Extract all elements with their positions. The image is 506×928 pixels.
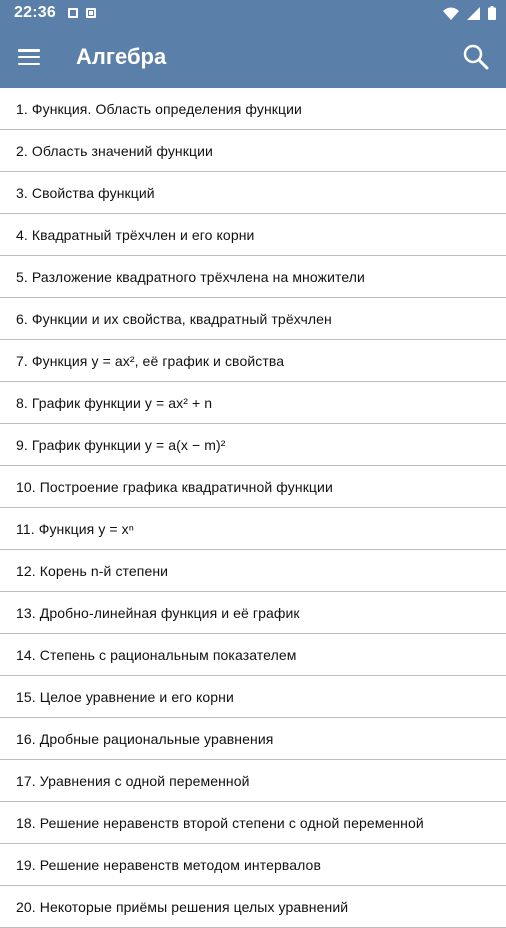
status-time: 22:36 <box>14 4 56 21</box>
list-item[interactable] <box>0 676 506 718</box>
list-item-label: 11. Функция y = xⁿ <box>16 520 134 537</box>
list-item-label: 5. Разложение квадратного трёхчлена на множители <box>16 268 365 285</box>
list-item-label: 8. График функции y = ax² + n <box>16 394 213 411</box>
image-icon <box>68 8 78 18</box>
download-icon <box>86 8 96 18</box>
list-item[interactable] <box>0 130 506 172</box>
list-item[interactable] <box>0 508 506 550</box>
list-item-label: 17. Уравнения с одной переменной <box>16 772 250 789</box>
list-item[interactable] <box>0 256 506 298</box>
wifi-icon <box>443 7 459 20</box>
list-item-label: 16. Дробные рациональные уравнения <box>16 730 274 747</box>
list-item-label: 3. Свойства функций <box>16 184 155 201</box>
list-item[interactable] <box>0 550 506 592</box>
list-item-label: 19. Решение неравенств методом интервалов <box>16 856 321 873</box>
list-item-label: 7. Функция y = ax², её график и свойства <box>16 352 285 369</box>
list-item[interactable] <box>0 886 506 928</box>
topic-list <box>0 88 506 928</box>
cell-signal-icon <box>467 7 480 20</box>
list-item-label: 6. Функции и их свойства, квадратный трёхчлен <box>16 310 332 327</box>
list-item-label: 15. Целое уравнение и его корни <box>16 688 234 705</box>
app-bar <box>0 26 506 88</box>
list-item-label: 1. Функция. Область определения функции <box>16 100 302 117</box>
list-item[interactable] <box>0 340 506 382</box>
battery-icon <box>488 6 496 20</box>
list-item-label: 14. Степень с рациональным показателем <box>16 646 297 663</box>
list-item[interactable] <box>0 844 506 886</box>
list-item[interactable] <box>0 802 506 844</box>
list-item-label: 4. Квадратный трёхчлен и его корни <box>16 226 255 243</box>
list-item[interactable] <box>0 718 506 760</box>
list-item-label: 10. Построение графика квадратичной функции <box>16 478 333 495</box>
list-item-label: 12. Корень n-й степени <box>16 562 169 579</box>
page-title: Алгебра <box>76 44 167 69</box>
list-item-label: 20. Некоторые приёмы решения целых уравнений <box>16 898 349 915</box>
status-bar <box>0 0 506 26</box>
list-item[interactable] <box>0 88 506 130</box>
list-item-label: 13. Дробно-линейная функция и её график <box>16 604 300 621</box>
list-item-label: 9. График функции y = a(x − m)² <box>16 436 226 453</box>
list-item[interactable] <box>0 424 506 466</box>
list-item[interactable] <box>0 172 506 214</box>
list-item[interactable] <box>0 214 506 256</box>
status-notification-icons <box>68 8 96 18</box>
list-item[interactable] <box>0 466 506 508</box>
menu-icon[interactable] <box>18 49 40 65</box>
list-item[interactable] <box>0 382 506 424</box>
list-item[interactable] <box>0 592 506 634</box>
list-item[interactable] <box>0 760 506 802</box>
search-icon[interactable] <box>462 43 490 71</box>
status-system-icons <box>443 6 496 20</box>
list-item[interactable] <box>0 298 506 340</box>
list-item-label: 2. Область значений функции <box>16 142 213 159</box>
list-item-label: 18. Решение неравенств второй степени с одной переменной <box>16 814 424 831</box>
list-item[interactable] <box>0 634 506 676</box>
